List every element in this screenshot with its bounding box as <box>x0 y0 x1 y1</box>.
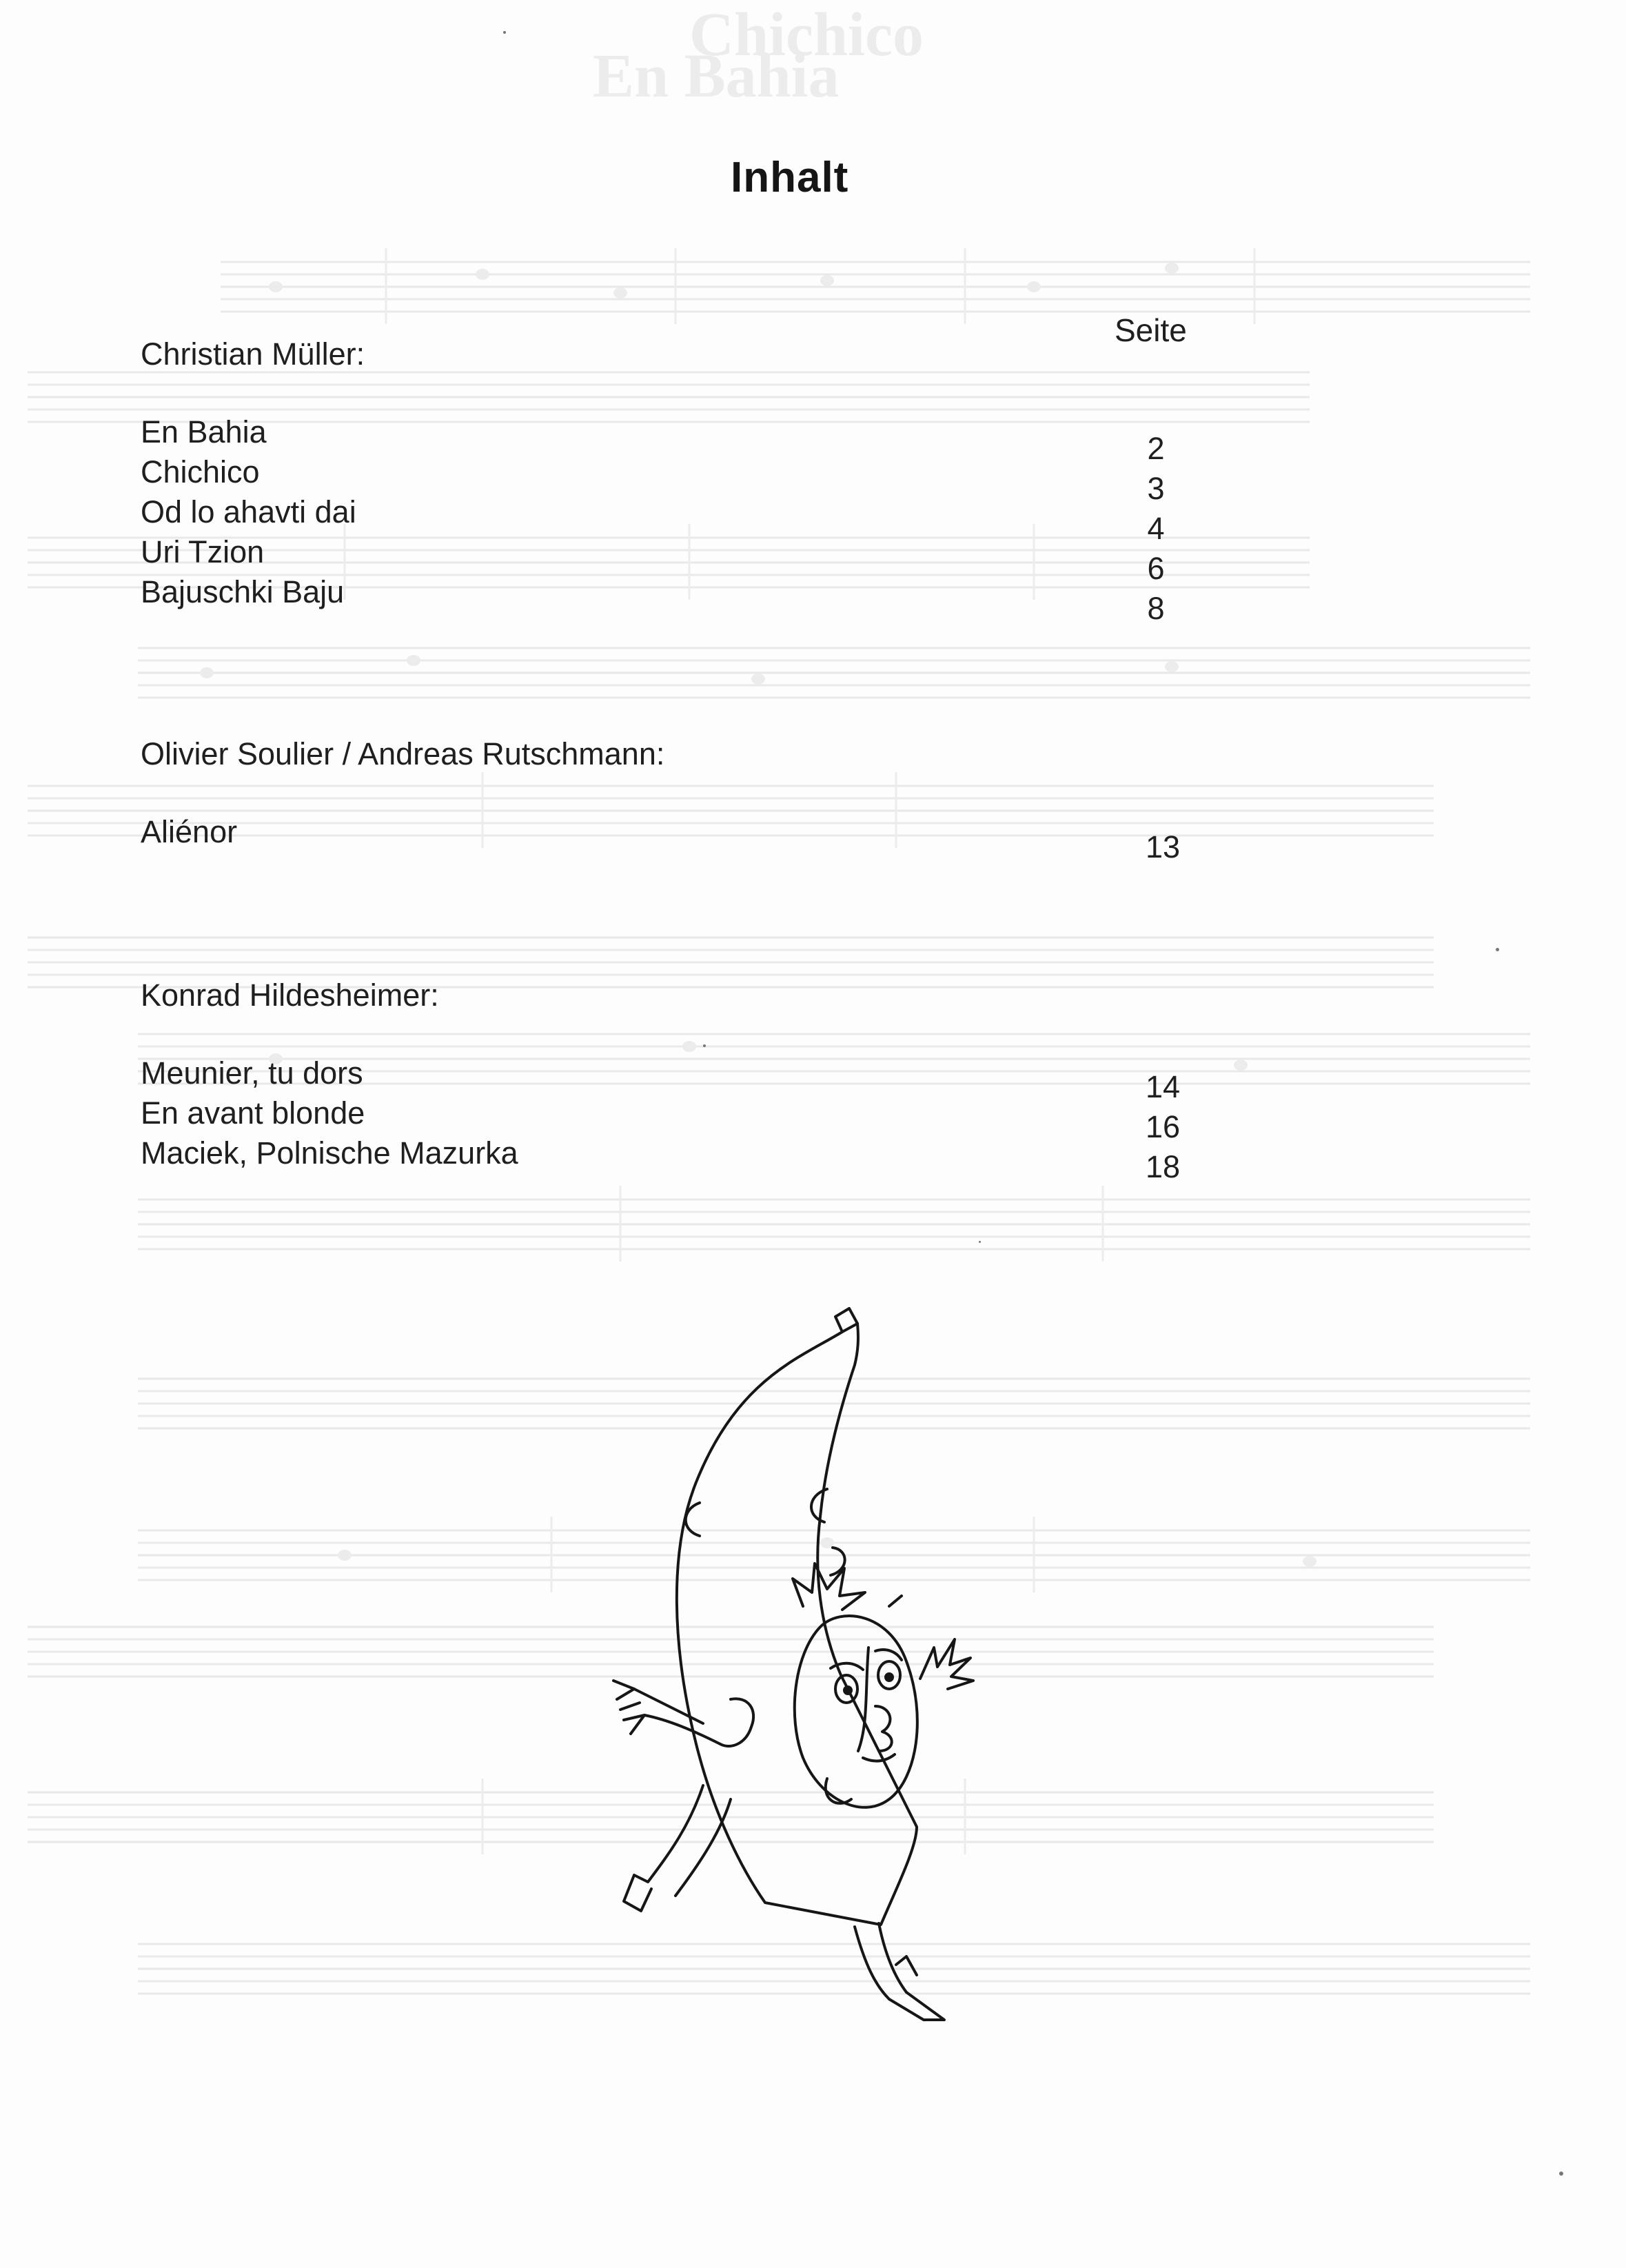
scan-speck <box>703 1044 706 1047</box>
page-number: 2 <box>1147 431 1165 466</box>
song-title: Uri Tzion <box>141 534 265 569</box>
page-number: 4 <box>1147 511 1165 546</box>
song-title: En Bahia <box>141 414 267 449</box>
page-number: 14 <box>1146 1069 1181 1104</box>
song-list <box>141 812 664 852</box>
scan-speck <box>1559 2171 1563 2176</box>
page-number: 3 <box>1147 471 1165 506</box>
page-numbers-section-3 <box>1146 1067 1181 1187</box>
composer-name: Christian Müller: <box>141 336 365 372</box>
song-title: En avant blonde <box>141 1095 365 1131</box>
composer-name: Konrad Hildesheimer: <box>141 978 439 1013</box>
toc-section-christian-mueller <box>141 336 365 612</box>
song-list <box>141 1053 518 1173</box>
scan-speck <box>979 1241 981 1243</box>
toc-section-konrad-hildesheimer <box>141 978 518 1173</box>
page-number: 16 <box>1146 1109 1181 1144</box>
song-title: Meunier, tu dors <box>141 1055 363 1091</box>
page-number: 18 <box>1146 1149 1181 1184</box>
svg-text:En Bahia: En Bahia <box>593 42 840 110</box>
svg-text:Chichico: Chichico <box>689 1 924 69</box>
page-numbers-section-2 <box>1146 827 1181 867</box>
scan-speck <box>503 31 506 34</box>
page-number: 13 <box>1146 829 1181 864</box>
page-column-header: Seite <box>1115 312 1187 348</box>
page-title: Inhalt <box>731 154 849 201</box>
song-title: Od lo ahavti dai <box>141 494 356 529</box>
toc-section-soulier-rutschmann <box>141 736 664 852</box>
scan-speck <box>1496 948 1499 951</box>
song-title: Bajuschki Baju <box>141 574 345 609</box>
composer-name: Olivier Soulier / Andreas Rutschmann: <box>141 736 665 771</box>
song-list <box>141 412 365 612</box>
running-banana-illustration <box>593 1303 1048 2027</box>
page-numbers-section-1 <box>1146 429 1166 629</box>
song-title: Aliénor <box>141 814 238 849</box>
song-title: Chichico <box>141 454 260 489</box>
page-number: 8 <box>1147 591 1165 626</box>
page-number: 6 <box>1147 551 1165 586</box>
song-title: Maciek, Polnische Mazurka <box>141 1135 518 1171</box>
